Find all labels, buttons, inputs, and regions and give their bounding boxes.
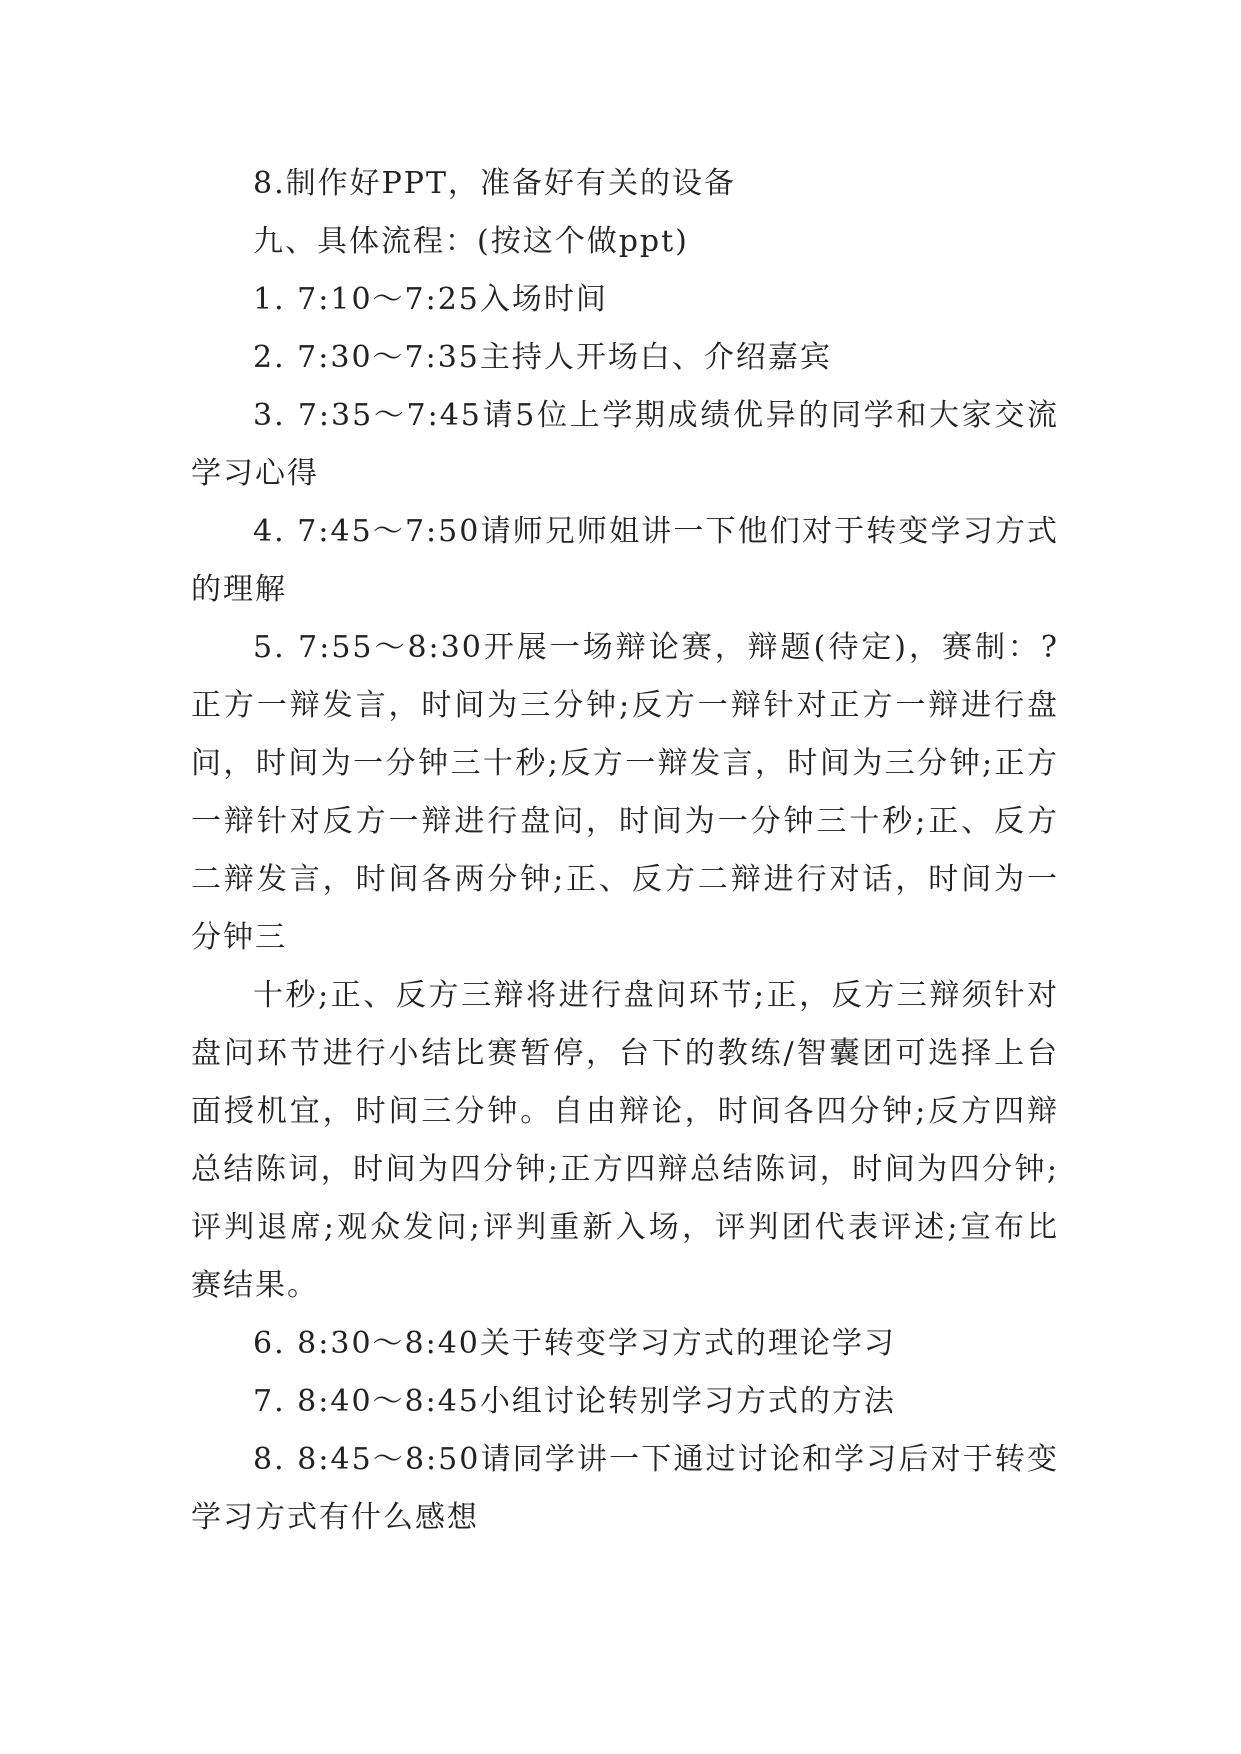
- schedule-item-4: 4. 7:45～7:50请师兄师姐讲一下他们对于转变学习方式的理解: [191, 514, 1059, 607]
- schedule-item-8: 8. 8:45～8:50请同学讲一下通过讨论和学习后对于转变学习方式有什么感想: [191, 1442, 1059, 1535]
- section-heading-schedule: 九、具体流程：(按这个做ppt): [253, 224, 689, 259]
- schedule-item-2: 2. 7:30～7:35主持人开场白、介绍嘉宾: [253, 340, 832, 375]
- schedule-item-1: 1. 7:10～7:25入场时间: [253, 282, 608, 317]
- schedule-item-7: 7. 8:40～8:45小组讨论转别学习方式的方法: [253, 1384, 896, 1419]
- document-body: [191, 155, 1059, 1547]
- schedule-item-5-debate: 5. 7:55～8:30开展一场辩论赛，辩题(待定)，赛制：?正方一辩发言，时间为三分钟;反方一辩针对正方一辩进行盘问，时间为一分钟三十秒;反方一辩发言，时间为三分钟;正方一辩针对反方一辩进行盘问，时间为一分钟三十秒;正、反方二辩发言，时间各两分钟;正、反方二辩进行对话，时间为一分钟三: [191, 630, 1059, 955]
- schedule-item-3: 3. 7:35～7:45请5位上学期成绩优异的同学和大家交流学习心得: [191, 398, 1059, 491]
- schedule-item-5-debate-continued: 十秒;正、反方三辩将进行盘问环节;正，反方三辩须针对盘问环节进行小结比赛暂停，台下的教练/智囊团可选择上台面授机宜，时间三分钟。自由辩论，时间各四分钟;反方四辩总结陈词，时间为四分钟;正方四辩总结陈词，时间为四分钟;评判退席;观众发问;评判重新入场，评判团代表评述;宣布比赛结果。: [191, 978, 1059, 1303]
- schedule-item-6: 6. 8:30～8:40关于转变学习方式的理论学习: [253, 1326, 896, 1361]
- paragraph-prepare-ppt: 8.制作好PPT，准备好有关的设备: [253, 166, 737, 201]
